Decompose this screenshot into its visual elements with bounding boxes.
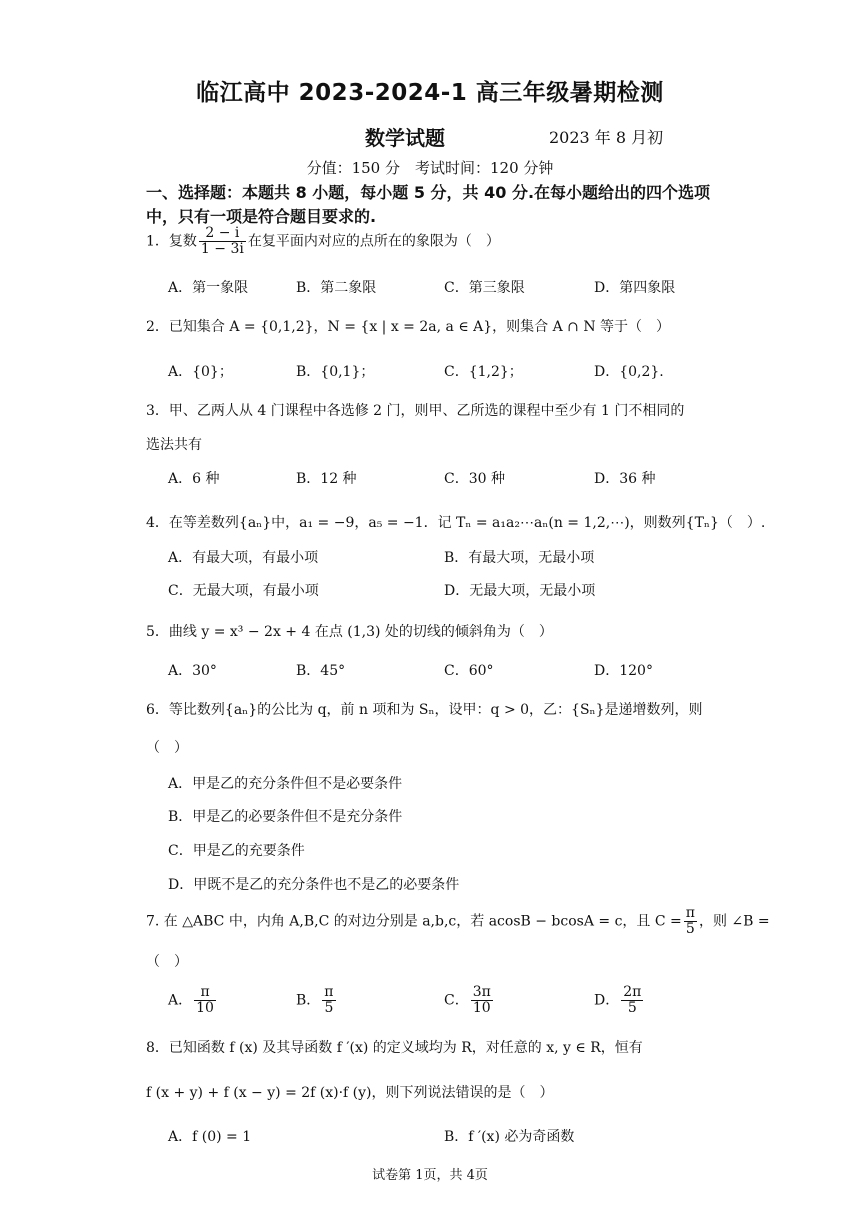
question-8-line-2: f (x + y) + f (x − y) = 2f (x)·f (y)，则下列说法错误的是（ ） bbox=[146, 1085, 554, 1101]
q5-option-d: D．120° bbox=[594, 663, 653, 679]
q4-option-c: C．无最大项，有最小项 bbox=[168, 583, 319, 599]
q1-frac-den: 1 − 3i bbox=[200, 241, 244, 257]
q1-option-b: B．第二象限 bbox=[296, 280, 377, 296]
question-7-line-2: （ ） bbox=[146, 954, 188, 970]
section-heading: 一、选择题：本题共 8 小题，每小题 5 分，共 40 分.在每小题给出的四个选项中，只有一项是符合题目要求的. bbox=[146, 183, 711, 226]
question-6-line-1: 6．等比数列{aₙ}的公比为 q，前 n 项和为 Sₙ，设甲：q > 0，乙：{Sₙ}是递增数列，则 bbox=[146, 702, 703, 718]
q7-post: ，则 ∠B = bbox=[698, 913, 770, 930]
q1-option-a: A．第一象限 bbox=[168, 280, 249, 296]
q3-option-d: D．36 种 bbox=[594, 471, 656, 487]
q7-d-fraction bbox=[621, 985, 643, 1016]
q6-option-c: C．甲是乙的充要条件 bbox=[168, 843, 305, 859]
q7-b-label: B． bbox=[296, 992, 321, 1009]
q7-c-opt-num: 3π bbox=[472, 984, 491, 1000]
q7-a-num: π bbox=[194, 985, 216, 1001]
q7-a-label: A． bbox=[168, 992, 193, 1009]
q7-option-b bbox=[296, 985, 338, 1016]
q7-c-den: 5 bbox=[685, 921, 695, 937]
q7-d-num: 2π bbox=[623, 984, 642, 1000]
q7-option-c bbox=[444, 985, 495, 1016]
q6-option-b: B．甲是乙的必要条件但不是充分条件 bbox=[168, 809, 403, 825]
question-2: 2．已知集合 A = {0,1,2}，N = {x | x = 2a, a ∈ A}，则集合 A ∩ N 等于（ ） bbox=[146, 319, 671, 335]
question-3-line-2: 选法共有 bbox=[146, 437, 202, 453]
q6-option-d: D．甲既不是乙的充分条件也不是乙的必要条件 bbox=[168, 877, 460, 893]
q3-option-c: C．30 种 bbox=[444, 471, 505, 487]
exam-meta: 分值：150 分 考试时间：120 分钟 bbox=[306, 159, 554, 177]
question-5: 5．曲线 y = x³ − 2x + 4 在点 (1,3) 处的切线的倾斜角为（ ） bbox=[146, 624, 553, 640]
question-1 bbox=[146, 226, 500, 257]
q1-option-c: C．第三象限 bbox=[444, 280, 525, 296]
exam-date: 2023 年 8 月初 bbox=[549, 128, 664, 147]
question-8-line-1: 8．已知函数 f (x) 及其导函数 f ′(x) 的定义域均为 R，对任意的 x, y ∈ R，恒有 bbox=[146, 1040, 643, 1056]
q7-d-label: D． bbox=[594, 992, 620, 1009]
q7-c-label: C． bbox=[444, 992, 469, 1009]
q7-option-d bbox=[594, 985, 645, 1016]
q7-b-fraction bbox=[322, 985, 335, 1016]
q7-c-opt-fraction bbox=[471, 985, 493, 1016]
q7-b-num: π bbox=[324, 984, 334, 1000]
q7-a-den: 10 bbox=[196, 1000, 214, 1016]
q5-option-c: C．60° bbox=[444, 663, 494, 679]
q1-post: 在复平面内对应的点所在的象限为（ ） bbox=[247, 233, 500, 250]
q7-c-fraction bbox=[684, 906, 697, 937]
q5-option-b: B．45° bbox=[296, 663, 346, 679]
q5-option-a: A．30° bbox=[168, 663, 217, 679]
page-footer: 试卷第 1页，共 4页 bbox=[372, 1168, 488, 1183]
q2-option-a: A．{0}； bbox=[168, 364, 233, 380]
q4-option-b: B．有最大项，无最小项 bbox=[444, 550, 595, 566]
q4-option-a: A．有最大项，有最小项 bbox=[168, 550, 319, 566]
q7-pre: 7. 在 △ABC 中，内角 A,B,C 的对边分别是 a,b,c，若 acosB − bcosA = c，且 C = bbox=[146, 913, 682, 930]
q7-a-fraction bbox=[194, 985, 216, 1016]
q7-option-a bbox=[168, 985, 218, 1016]
exam-subject: 数学试题 bbox=[365, 126, 445, 150]
q1-fraction bbox=[199, 226, 246, 257]
question-6-line-2: （ ） bbox=[146, 740, 188, 756]
q2-option-c: C．{1,2}； bbox=[444, 364, 523, 380]
q4-option-d: D．无最大项，无最小项 bbox=[444, 583, 596, 599]
q8-option-b: B．f ′(x) 必为奇函数 bbox=[444, 1129, 575, 1145]
q6-option-a: A．甲是乙的充分条件但不是必要条件 bbox=[168, 776, 403, 792]
q1-number: 1． bbox=[146, 233, 169, 250]
q7-d-den: 5 bbox=[627, 1000, 637, 1016]
q8-option-a: A．f (0) = 1 bbox=[168, 1129, 252, 1145]
q7-c-opt-den: 10 bbox=[472, 1000, 491, 1016]
q3-option-b: B．12 种 bbox=[296, 471, 357, 487]
question-3-line-1: 3．甲、乙两人从 4 门课程中各选修 2 门，则甲、乙所选的课程中至少有 1 门不相同的 bbox=[146, 403, 685, 419]
q3-option-a: A．6 种 bbox=[168, 471, 220, 487]
q2-option-b: B．{0,1}； bbox=[296, 364, 375, 380]
q1-frac-num: 2 − i bbox=[199, 226, 246, 242]
q2-option-d: D．{0,2}. bbox=[594, 364, 664, 380]
q7-b-den: 5 bbox=[324, 1000, 334, 1016]
exam-title: 临江高中 2023-2024-1 高三年级暑期检测 bbox=[196, 80, 664, 106]
question-4: 4．在等差数列{aₙ}中，a₁ = −9，a₅ = −1．记 Tₙ = a₁a₂⋯aₙ(n = 1,2,⋯)，则数列{Tₙ}（ ）. bbox=[146, 515, 766, 531]
q7-c-num: π bbox=[685, 905, 695, 921]
question-7 bbox=[146, 906, 770, 937]
q1-pre: 复数 bbox=[168, 233, 197, 250]
q1-option-d: D．第四象限 bbox=[594, 280, 676, 296]
